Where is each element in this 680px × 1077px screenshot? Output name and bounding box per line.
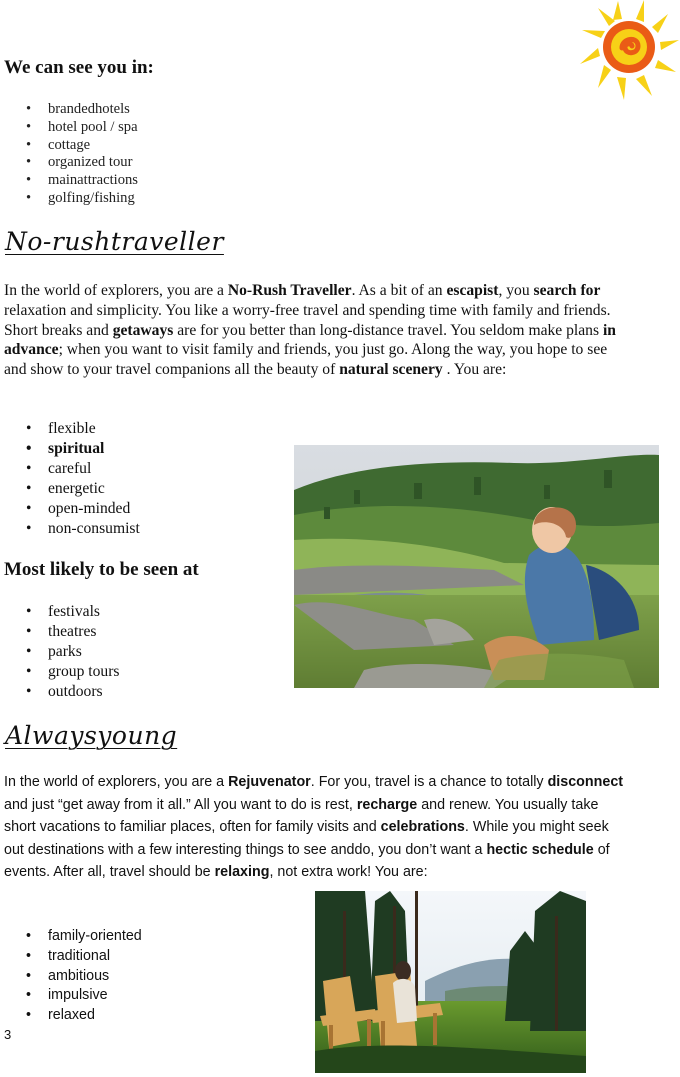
list-item: • parks (0, 642, 119, 662)
page-number: 3 (4, 1027, 12, 1042)
list-item: • impulsive (0, 986, 142, 1006)
list-item: • careful (0, 459, 140, 479)
list-item: • brandedhotels (0, 101, 138, 119)
list-item: • relaxed (0, 1006, 142, 1026)
see-you-in-list (0, 101, 138, 208)
adirondack-chairs-photo (315, 891, 586, 1073)
list-item: • theatres (0, 622, 119, 642)
seen-at-heading: Most likely to be seen at (4, 559, 199, 580)
list-item: • outdoors (0, 682, 119, 702)
no-rush-description: In the world of explorers, you are a No-Rush Traveller. As a bit of an escapist, you search for relaxation and simplicity. You like a worry-free travel and spending time with family and friends. Short breaks and getaways are for you better than long-distance travel. You seldom make plans in advance; when you want to visit family and friends, you just go. Along the way, you hope to see and show to your travel companions all the beauty of natural scenery . You are: (4, 282, 616, 379)
list-item: • flexible (0, 419, 140, 439)
list-item: • open-minded (0, 499, 140, 519)
list-item: • festivals (0, 602, 119, 622)
no-rush-traits-list (0, 419, 140, 539)
list-item: • spiritual (0, 439, 140, 459)
seen-at-list (0, 602, 119, 702)
list-item: • mainattractions (0, 172, 138, 190)
list-item: • group tours (0, 662, 119, 682)
list-item: • family-oriented (0, 927, 142, 947)
list-item: • traditional (0, 947, 142, 967)
sun-logo-icon (578, 0, 680, 100)
list-item: • organized tour (0, 154, 138, 172)
list-item: • non-consumist (0, 519, 140, 539)
list-item: • hotel pool / spa (0, 119, 138, 137)
list-item: • energetic (0, 479, 140, 499)
hillside-traveller-photo (294, 445, 659, 688)
always-young-title: Alwaysyoung (5, 721, 178, 750)
see-you-in-heading: We can see you in: (4, 57, 154, 78)
list-item: • ambitious (0, 967, 142, 987)
list-item: • cottage (0, 137, 138, 155)
list-item: • golfing/fishing (0, 190, 138, 208)
always-young-traits-list (0, 927, 142, 1026)
always-young-description: In the world of explorers, you are a Rejuvenator. For you, travel is a chance to totally disconnect and just “get away from it all.” All you want to do is rest, recharge and renew. You usually take short vacations to familiar places, often for family visits and celebrations. While you might seek out destinations with a few interesting things to see anddo, you don’t want a hectic schedule of events. After all, travel should be relaxing, not extra work! You are: (4, 774, 624, 881)
no-rush-traveller-title: No-rushtraveller (5, 227, 224, 256)
